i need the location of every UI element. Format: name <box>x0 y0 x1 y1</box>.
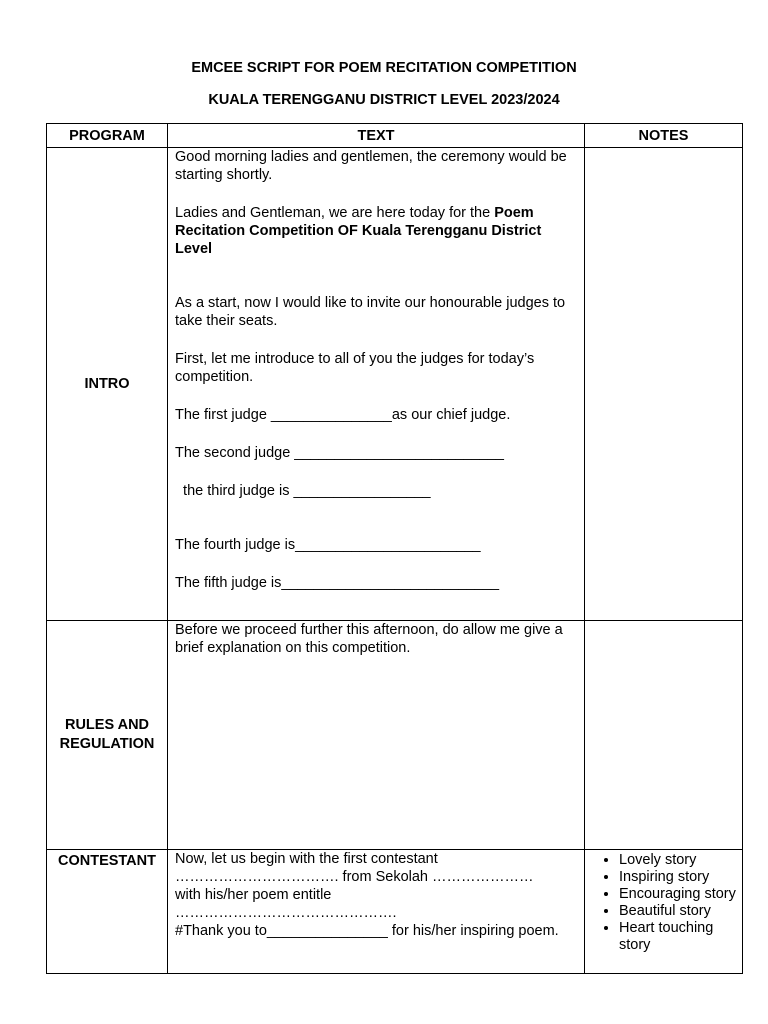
notes-intro <box>585 148 743 621</box>
intro-purpose-prefix: Ladies and Gentleman, we are here today for the <box>175 205 495 221</box>
table-header-row <box>47 124 743 148</box>
list-item: • Beautiful story <box>619 903 742 920</box>
notes-rules <box>585 621 743 850</box>
column-header-text: TEXT <box>168 124 585 148</box>
emcee-script-table <box>46 123 743 974</box>
contestant-line-3: with his/her poem entitle <box>175 887 332 903</box>
text-rules <box>168 621 585 850</box>
contestant-line-1: Now, let us begin with the first contestant <box>175 851 438 867</box>
program-contestant: CONTESTANT <box>47 850 168 974</box>
intro-introduce: First, let me introduce to all of you the judges for today’s competition. <box>175 351 535 385</box>
notes-list <box>585 852 742 954</box>
column-header-notes: NOTES <box>585 124 743 148</box>
program-rules-line-2: REGULATION <box>59 736 155 752</box>
intro-judge-2: The second judge __________________________ <box>175 445 504 461</box>
table-row-contestant <box>47 850 743 974</box>
program-rules <box>47 621 168 850</box>
notes-contestant <box>585 850 743 974</box>
document-subtitle: KUALA TERENGGANU DISTRICT LEVEL 2023/2024 <box>208 92 560 108</box>
program-intro: INTRO <box>47 148 168 621</box>
list-item: • Heart touching story <box>619 920 742 954</box>
text-intro <box>168 148 585 621</box>
rules-text: Before we proceed further this afternoon, do allow me give a brief explanation on this competition. <box>175 622 563 656</box>
contestant-line-5: #Thank you to_______________ for his/her inspiring poem. <box>175 923 559 939</box>
contestant-line-4: ………………………………………. <box>175 905 397 921</box>
intro-judge-1: The first judge _______________as our chief judge. <box>175 407 511 423</box>
intro-invite: As a start, now I would like to invite our honourable judges to take their seats. <box>175 295 566 329</box>
intro-purpose <box>175 204 578 258</box>
intro-judge-4: The fourth judge is_______________________ <box>175 537 481 553</box>
column-header-program: PROGRAM <box>47 124 168 148</box>
table-row-intro <box>47 148 743 621</box>
contestant-line-2: ……………………………. from Sekolah ………………… <box>175 869 534 885</box>
list-item: • Inspiring story <box>619 869 742 886</box>
program-rules-line-1: RULES AND <box>64 717 150 733</box>
document-title: EMCEE SCRIPT FOR POEM RECITATION COMPETITION <box>191 60 577 76</box>
intro-judge-3: the third judge is _________________ <box>175 483 431 499</box>
intro-greeting: Good morning ladies and gentlemen, the ceremony would be starting shortly. <box>175 149 567 183</box>
intro-judge-5: The fifth judge is___________________________ <box>175 575 500 591</box>
table-row-rules <box>47 621 743 850</box>
intro-purpose-bold: Poem Recitation Competition OF Kuala Terengganu District Level <box>175 205 542 257</box>
list-item: • Encouraging story <box>619 886 742 903</box>
text-contestant <box>168 850 585 974</box>
list-item: • Lovely story <box>619 852 742 869</box>
